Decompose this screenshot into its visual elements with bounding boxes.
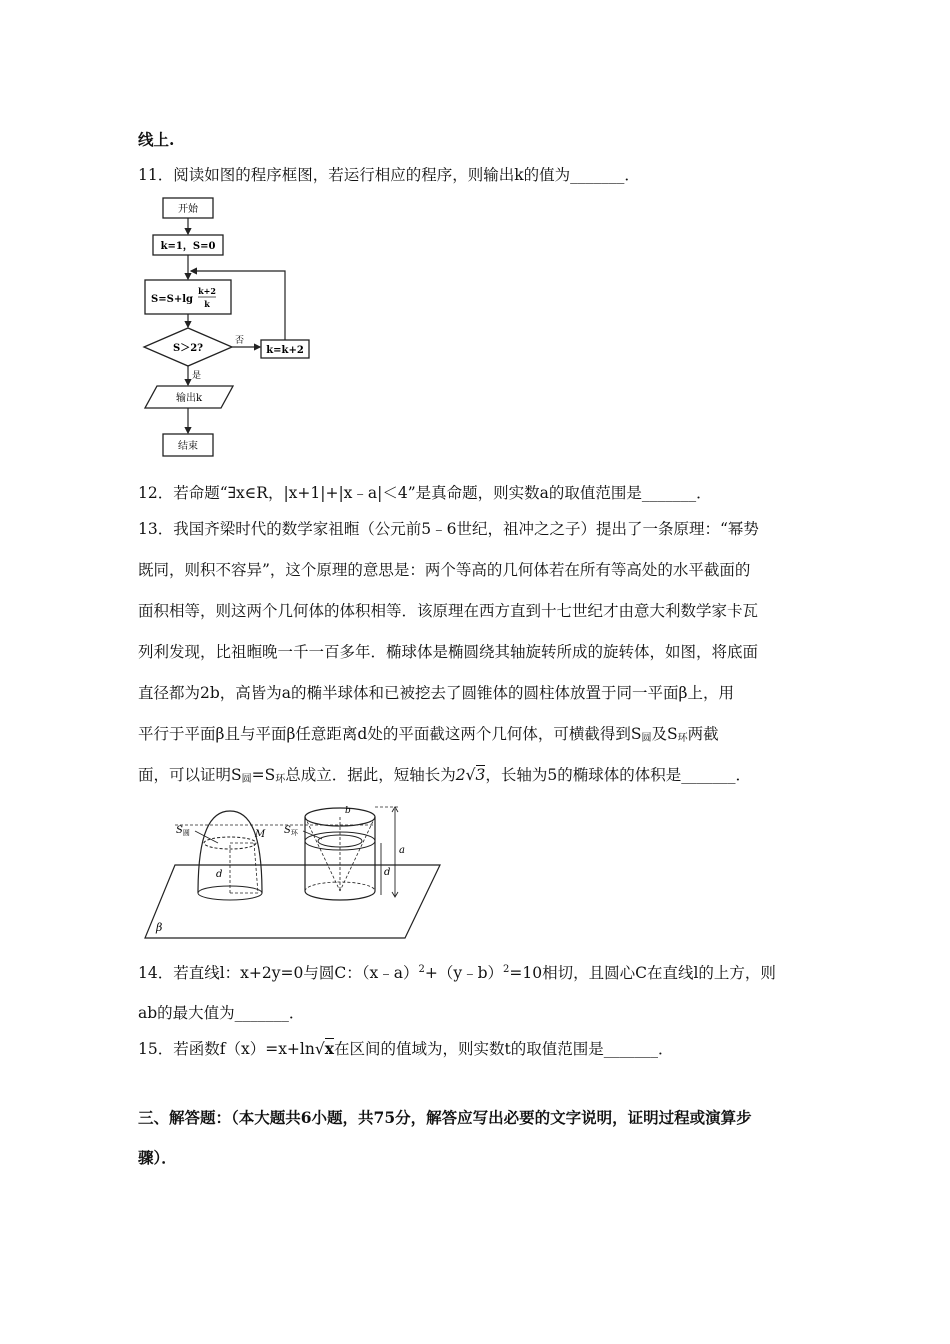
label-a: a: [399, 845, 405, 856]
sqrt-coefficient: 2: [455, 766, 466, 784]
question-13-line-3: 面积相等，则这两个几何体的体积相等．该原理在西方直到十七世纪才由意大利数学家卡瓦: [138, 602, 759, 620]
label-d-left: d: [216, 869, 223, 880]
q13-line6-part-b: 及S: [651, 725, 678, 743]
flow-update-label: k=k+2: [266, 345, 304, 356]
label-s-ring: $S_环$: [284, 825, 298, 837]
q13-line7-part-d: ，长轴为5的椭球体的体积是_______．: [485, 766, 752, 784]
sqrt-x-radicand: x: [324, 1039, 334, 1058]
q15-part-a: 15．若函数f（x）=x+ln: [138, 1040, 315, 1058]
q13-line7-sub-circle: 圆: [241, 774, 252, 785]
section-3-line-1: 三、解答题：（本大题共6小题，共75分，解答应写出必要的文字说明，证明过程或演算步: [138, 1108, 752, 1127]
question-11: 11．阅读如图的程序框图，若运行相应的程序，则输出k的值为_______．: [138, 166, 640, 184]
label-s-circle: $S_圆$: [176, 825, 190, 837]
q15-part-b: 在区间的值域为，则实数t的取值范围是_______．: [334, 1040, 674, 1058]
q14-part-b: +（y﹣b）: [424, 964, 504, 982]
flowchart: [135, 192, 315, 464]
label-M: M: [255, 829, 266, 840]
question-13-line-2: 既同，则积不容异”，这个原理的意思是：两个等高的几何体若在所有等高处的水平截面的: [138, 561, 751, 579]
q13-line6-sub-ring: 环: [677, 733, 688, 744]
sqrt-expression: 2√3: [455, 766, 486, 784]
plane-beta: [145, 865, 440, 938]
q13-line6-part-a: 平行于平面β且与平面β任意距离d处的平面截这两个几何体，可横截得到S: [138, 725, 642, 743]
flow-assign-prefix: S=S+lg: [151, 294, 193, 305]
question-13-line-5: 直径都为2b，高皆为a的椭半球体和已被挖去了圆锥体的圆柱体放置于同一平面β上，用: [138, 684, 734, 702]
question-13-line-6: [138, 722, 719, 744]
flow-assign-num: k+2: [198, 286, 216, 296]
q14-part-a: 14．若直线l：x+2y=0与圆C：（x﹣a）: [138, 964, 419, 982]
question-14-line-2: ab的最大值为_______．: [138, 1004, 305, 1022]
q13-line7-part-a: 面，可以证明S: [138, 766, 242, 784]
question-13-line-7: [138, 763, 751, 785]
flow-start-label: 开始: [178, 204, 198, 215]
question-14-line-1: [138, 961, 776, 983]
question-13-line-1: 13．我国齐梁时代的数学家祖暅（公元前5﹣6世纪，祖冲之之子）提出了一条原理：“幂势: [138, 520, 759, 538]
ellipsoid-cylinder-figure: [140, 803, 445, 943]
question-13-line-4: 列利发现，比祖暅晚一千一百多年．椭球体是椭圆绕其轴旋转所成的旋转体，如图，将底面: [138, 643, 759, 661]
q14-part-c: =10相切，且圆心C在直线l的上方，则: [509, 964, 776, 982]
flow-no-label: 否: [235, 336, 245, 346]
q13-line6-part-c: 两截: [687, 725, 719, 743]
section-3-line-2: 骤）．: [138, 1148, 177, 1167]
flow-assign-den: k: [204, 299, 210, 309]
label-d-right: d: [384, 867, 391, 878]
q14-superscript-1: 2: [418, 964, 425, 975]
q13-line7-part-c: 总成立．据此，短轴长为: [285, 766, 456, 784]
label-b: b: [345, 806, 351, 816]
q13-line6-sub-circle: 圆: [641, 733, 652, 744]
beta-label: β: [156, 921, 163, 934]
question-15: [138, 1037, 673, 1059]
header-text: 线上.: [138, 130, 175, 149]
sqrt-radicand: 3: [475, 766, 486, 784]
sqrt-x-expression: √x: [314, 1039, 334, 1058]
question-12: 12．若命题“∃x∈R，|x+1|+|x﹣a|＜4”是真命题，则实数a的取值范围是_______．: [138, 484, 712, 502]
flow-condition-label: S＞2?: [172, 343, 204, 354]
q13-line7-sub-ring: 环: [275, 774, 286, 785]
q14-superscript-2: 2: [503, 964, 510, 975]
flow-init-label: k=1，S=0: [160, 241, 216, 252]
q13-line7-part-b: =S: [251, 766, 276, 784]
flow-yes-label: 是: [192, 371, 202, 381]
flow-output-label: 输出k: [175, 393, 203, 404]
flow-end-label: 结束: [178, 441, 198, 452]
